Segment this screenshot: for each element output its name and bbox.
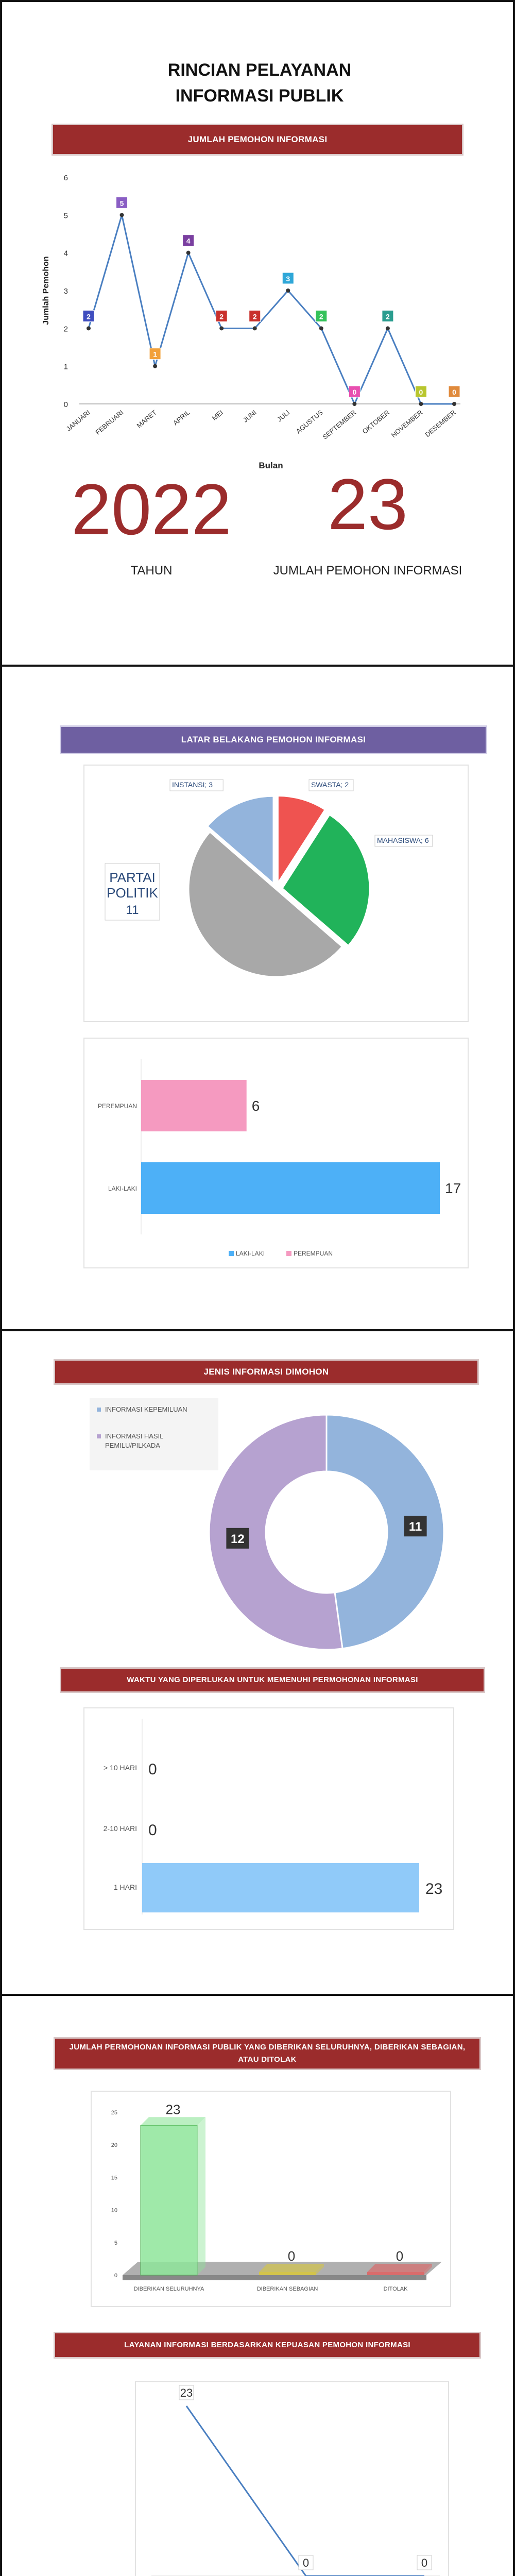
slice-label: PARTAI (109, 870, 156, 885)
data-label: 0 (352, 388, 357, 396)
x-tick-label: APRIL (171, 408, 192, 427)
year-value: 2022 (71, 469, 232, 550)
category-label: DIBERIKAN SELURUHNYA (133, 2286, 204, 2292)
series-line (89, 215, 454, 404)
legend-label: PEMILU/PILKADA (105, 1442, 160, 1449)
legend-label: PEREMPUAN (294, 1250, 333, 1257)
data-point (219, 326, 224, 330)
x-tick-label: MARET (135, 408, 159, 430)
bar-side (197, 2117, 205, 2275)
data-label: 1 (153, 350, 157, 359)
legend-swatch (97, 1408, 101, 1412)
x-tick-label: SEPTEMBER (321, 408, 358, 441)
section-jenis-informasi (0, 1329, 515, 1994)
legend-swatch (229, 1251, 234, 1256)
category-label: 2-10 HARI (103, 1824, 137, 1833)
category-label: 1 HARI (113, 1883, 137, 1891)
data-label: 23 (180, 2386, 193, 2399)
data-point (386, 326, 390, 330)
x-tick-label: JULI (276, 408, 291, 423)
y-axis-label: Jumlah Pemohon (42, 256, 50, 325)
data-label: 5 (119, 199, 124, 208)
bar-top (141, 2117, 205, 2125)
monthly-applicants-chart (2, 162, 513, 481)
legend-label: INFORMASI HASIL (105, 1432, 164, 1440)
bar (141, 1080, 247, 1131)
bar (259, 2272, 316, 2275)
data-label: 2 (252, 312, 257, 321)
bar-value-label: 23 (425, 1880, 443, 1897)
donut-value-label: 12 (231, 1532, 245, 1546)
data-point (186, 251, 191, 255)
background-pie-card (83, 765, 469, 1022)
y-tick-label: 4 (63, 249, 68, 258)
data-point (153, 364, 157, 368)
series-line (186, 2406, 424, 2576)
category-label: DIBERIKAN SEBAGIAN (256, 2286, 318, 2292)
x-tick-label: FEBRUARI (94, 408, 125, 436)
page-title-line1: RINCIAN PELAYANAN (167, 60, 352, 80)
y-tick-label: 0 (114, 2273, 117, 2279)
data-point (120, 213, 124, 217)
y-tick-label: 5 (114, 2240, 117, 2246)
data-point (286, 289, 290, 293)
data-label: 2 (219, 312, 224, 321)
bar-value-label: 0 (148, 1761, 157, 1778)
total-applicants-value: 23 (328, 464, 408, 545)
banner-jumlah-pemohon: JUMLAH PEMOHON INFORMASI (52, 124, 464, 156)
legend-label: INFORMASI KEPEMILUAN (105, 1405, 187, 1413)
gender-bar-card (83, 1038, 469, 1268)
x-tick-label: DESEMBER (423, 408, 457, 439)
x-tick-label: NOVEMBER (389, 408, 424, 439)
slice-label: SWASTA; 2 (311, 781, 349, 789)
x-tick-label: JUNI (241, 408, 258, 424)
satisfaction-line-card (135, 2381, 449, 2576)
bar-top (367, 2264, 432, 2272)
data-point (419, 402, 423, 406)
data-label: 0 (421, 2556, 428, 2569)
banner-waktu: WAKTU YANG DIPERLUKAN UNTUK MEMENUHI PERMOHONAN INFORMASI (60, 1667, 485, 1693)
y-tick-label: 10 (111, 2207, 117, 2214)
y-tick-label: 0 (63, 400, 68, 409)
data-label: 0 (419, 388, 423, 396)
banner-latar-belakang: LATAR BELAKANG PEMOHON INFORMASI (60, 725, 487, 754)
bar (141, 1162, 440, 1214)
x-tick-label: JANUARI (64, 408, 92, 433)
y-tick-label: 1 (63, 362, 68, 371)
x-tick-label: MEI (210, 408, 225, 422)
legend-swatch (286, 1251, 291, 1256)
bar-value-label: 6 (251, 1098, 260, 1114)
y-tick-label: 25 (111, 2110, 117, 2116)
data-label: 4 (186, 236, 191, 245)
data-label: 3 (286, 275, 290, 283)
bar-value-label: 0 (396, 2248, 404, 2264)
slice-label: MAHASISWA; 6 (377, 836, 429, 844)
slice-label: POLITIK (107, 885, 158, 901)
banner-permohonan-status: JUMLAH PERMOHONAN INFORMASI PUBLIK YANG DIBERIKAN SELURUHNYA, DIBERIKAN SEBAGIAN, ATAU DITOLAK (54, 2037, 481, 2070)
bar-value-label: 17 (445, 1180, 461, 1196)
data-label: 2 (386, 312, 390, 321)
data-point (319, 326, 323, 330)
slice-label: INSTANSI; 3 (172, 781, 213, 789)
section-pelayanan (0, 0, 515, 665)
background-pie-chart (84, 766, 468, 1021)
section-latar-belakang (0, 665, 515, 1329)
category-label: PEREMPUAN (97, 1103, 137, 1110)
y-tick-label: 5 (63, 211, 68, 221)
y-tick-label: 2 (63, 325, 68, 334)
data-label: 2 (319, 312, 323, 321)
total-applicants-caption: JUMLAH PEMOHON INFORMASI (273, 564, 462, 578)
x-tick-label: OKTOBER (360, 408, 391, 436)
bar-value-label: 23 (165, 2102, 181, 2117)
donut-value-label: 11 (408, 1520, 422, 1534)
category-label: > 10 HARI (104, 1764, 137, 1772)
y-tick-label: 6 (63, 174, 68, 182)
banner-jenis-informasi: JENIS INFORMASI DIMOHON (54, 1359, 479, 1385)
section-permohonan (0, 1994, 515, 2576)
data-point (452, 402, 456, 406)
data-point (253, 326, 257, 330)
gender-bar-chart (84, 1039, 468, 1267)
banner-kepuasan: LAYANAN INFORMASI BERDASARKAN KEPUASAN PEMOHON INFORMASI (54, 2332, 481, 2359)
bar-top (259, 2264, 324, 2272)
y-tick-label: 3 (63, 287, 68, 296)
category-label: LAKI-LAKI (108, 1185, 137, 1192)
data-label: 2 (87, 312, 91, 321)
satisfaction-line-chart (136, 2382, 448, 2576)
bar (367, 2272, 424, 2275)
data-label: 0 (452, 388, 456, 396)
legend-label: LAKI-LAKI (236, 1250, 265, 1257)
duration-bar-chart (84, 1708, 453, 1929)
status-3d-bar-chart (92, 2092, 450, 2306)
bar (141, 2125, 197, 2275)
page-title-line2: INFORMASI PUBLIK (175, 86, 344, 106)
info-type-donut-chart (2, 1388, 513, 1656)
data-label: 0 (302, 2556, 310, 2569)
category-label: DITOLAK (383, 2286, 408, 2292)
y-tick-label: 15 (111, 2175, 117, 2181)
year-caption: TAHUN (130, 564, 173, 578)
legend-swatch (97, 1434, 101, 1438)
bar (142, 1863, 419, 1912)
y-tick-label: 20 (111, 2142, 117, 2149)
x-axis-label: Bulan (259, 461, 283, 470)
status-3d-bar-card (91, 2091, 451, 2307)
duration-bar-card (83, 1707, 454, 1930)
x-tick-label: AGUSTUS (294, 408, 324, 435)
slice-value: 11 (126, 903, 139, 917)
data-point (87, 326, 91, 330)
bar-value-label: 0 (287, 2248, 296, 2264)
data-point (352, 402, 356, 406)
floor-edge (123, 2275, 426, 2280)
bar-value-label: 0 (148, 1822, 157, 1839)
